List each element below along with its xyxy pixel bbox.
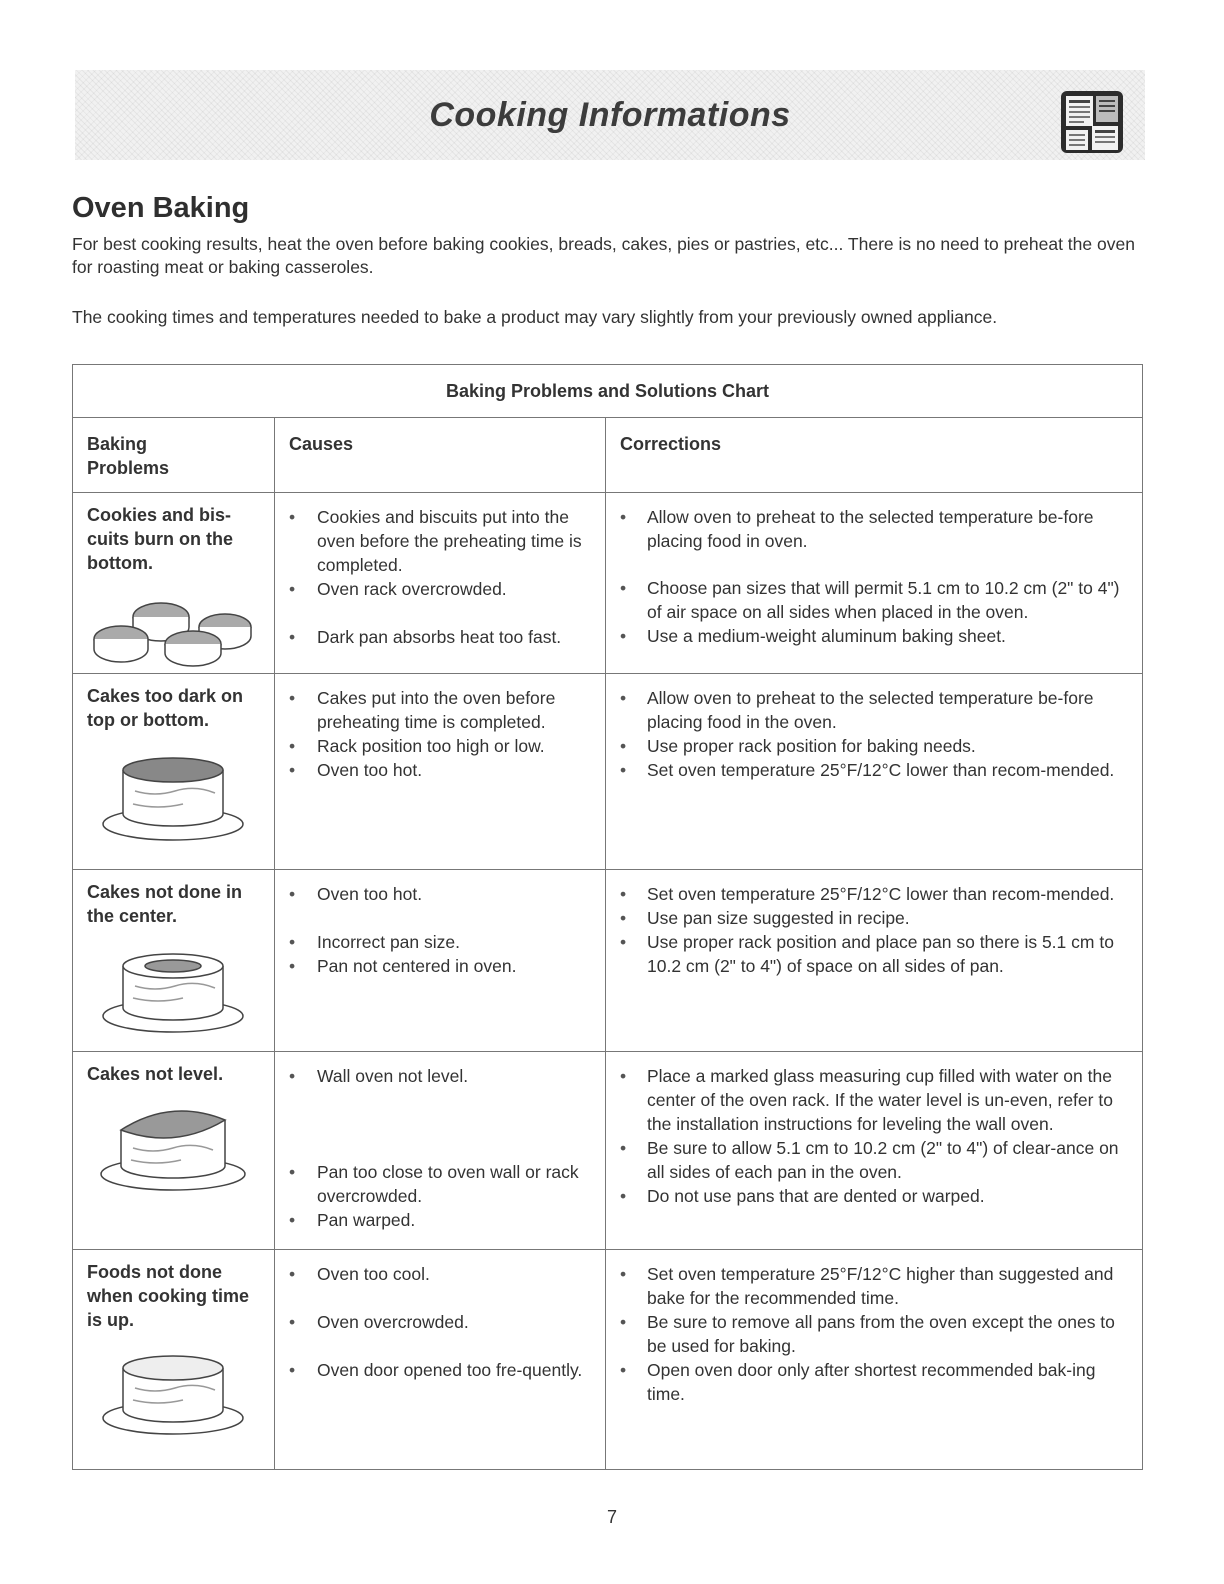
undone-cake-icon [73, 942, 263, 1038]
dark-cake-icon [73, 746, 263, 846]
table-row [73, 1052, 1143, 1250]
cause-item: • Wall oven not level. [275, 1064, 605, 1088]
cause-item: • Pan too close to oven wall or rack overcrowded. [275, 1160, 605, 1208]
correction-item: • Allow oven to preheat to the selected temperature be-fore placing food in the oven. [606, 686, 1142, 734]
correction-item: • Use a medium-weight aluminum baking sheet. [606, 624, 1142, 648]
correction-item: • Choose pan sizes that will permit 5.1 cm to 10.2 cm (2" to 4") of air space on all sides when placed in the oven. [606, 576, 1142, 624]
header-banner [75, 70, 1145, 160]
correction-item: • Open oven door only after shortest recommended bak-ing time. [606, 1358, 1142, 1406]
problem-label: Cookies and bis- cuits burn on the bottom. [87, 505, 233, 573]
correction-item: • Use proper rack position and place pan so there is 5.1 cm to 10.2 cm (2" to 4") of space on all sides of pan. [606, 930, 1142, 978]
page-number: 7 [606, 1507, 617, 1527]
correction-item: • Use pan size suggested in recipe. [606, 906, 1142, 930]
section-title: Oven Baking [72, 192, 250, 224]
cause-item: • Pan not centered in oven. [275, 954, 605, 978]
table-row [73, 493, 1143, 674]
correction-item: • Be sure to remove all pans from the oven except the ones to be used for baking. [606, 1310, 1142, 1358]
correction-item: • Do not use pans that are dented or warped. [606, 1184, 1142, 1208]
note-paragraph: The cooking times and temperatures needed to bake a product may vary slightly from your previously owned appliance. [72, 307, 998, 327]
header-title: Cooking Informations [429, 96, 791, 134]
correction-item: • Set oven temperature 25°F/12°C lower than recom-mended. [606, 882, 1142, 906]
cause-item: • Oven too hot. [275, 882, 605, 906]
problem-label: Cakes too dark on top or bottom. [87, 686, 244, 730]
cause-item: • Incorrect pan size. [275, 930, 605, 954]
tilted-cake-icon [73, 1100, 263, 1200]
cause-item: • Rack position too high or low. [275, 734, 605, 758]
problem-label: Foods not done when cooking time is up. [87, 1262, 250, 1330]
cause-item: • Dark pan absorbs heat too fast. [275, 625, 605, 649]
correction-item: • Set oven temperature 25°F/12°C higher than suggested and bake for the recommended time. [606, 1262, 1142, 1310]
cause-item: • Cakes put into the oven before preheating time is completed. [275, 686, 605, 734]
table-row [73, 1250, 1143, 1470]
cause-item: • Cookies and biscuits put into the oven before the preheating time is completed. [275, 505, 605, 577]
cookies-icon [73, 589, 263, 669]
cause-item: • Oven door opened too fre-quently. [275, 1358, 605, 1382]
header-corrections: Corrections [620, 434, 722, 454]
correction-item: • Use proper rack position for baking needs. [606, 734, 1142, 758]
problem-label: Cakes not done in the center. [87, 882, 243, 926]
table-row [73, 870, 1143, 1052]
table-row [73, 674, 1143, 870]
cause-item: • Oven too hot. [275, 758, 605, 782]
cause-item: • Pan warped. [275, 1208, 605, 1232]
chart-title: Baking Problems and Solutions Chart [73, 365, 1143, 418]
cause-item: • Oven too cool. [275, 1262, 605, 1286]
cause-item: • Oven overcrowded. [275, 1310, 605, 1334]
problem-label: Cakes not level. [87, 1064, 224, 1084]
correction-item: • Be sure to allow 5.1 cm to 10.2 cm (2" to 4") of clear-ance on all sides of each pan in the oven. [606, 1136, 1142, 1184]
cause-item: • Oven rack overcrowded. [275, 577, 605, 601]
header-causes: Causes [289, 434, 354, 454]
correction-item: • Place a marked glass measuring cup filled with water on the center of the oven rack. If the water level is un-even, refer to the installation instructions for leveling the wall oven. [606, 1064, 1142, 1136]
baking-problems-chart [72, 364, 1143, 1470]
documents-icon [1057, 87, 1127, 157]
plain-cake-icon [73, 1346, 263, 1442]
header-problems: Baking Problems [87, 434, 170, 478]
correction-item: • Set oven temperature 25°F/12°C lower than recom-mended. [606, 758, 1142, 782]
intro-paragraph: For best cooking results, heat the oven before baking cookies, breads, cakes, pies or pastries, etc... There is no need to preheat the oven for roasting meat or baking casseroles. [72, 234, 1135, 277]
correction-item: • Allow oven to preheat to the selected temperature be-fore placing food in oven. [606, 505, 1142, 553]
